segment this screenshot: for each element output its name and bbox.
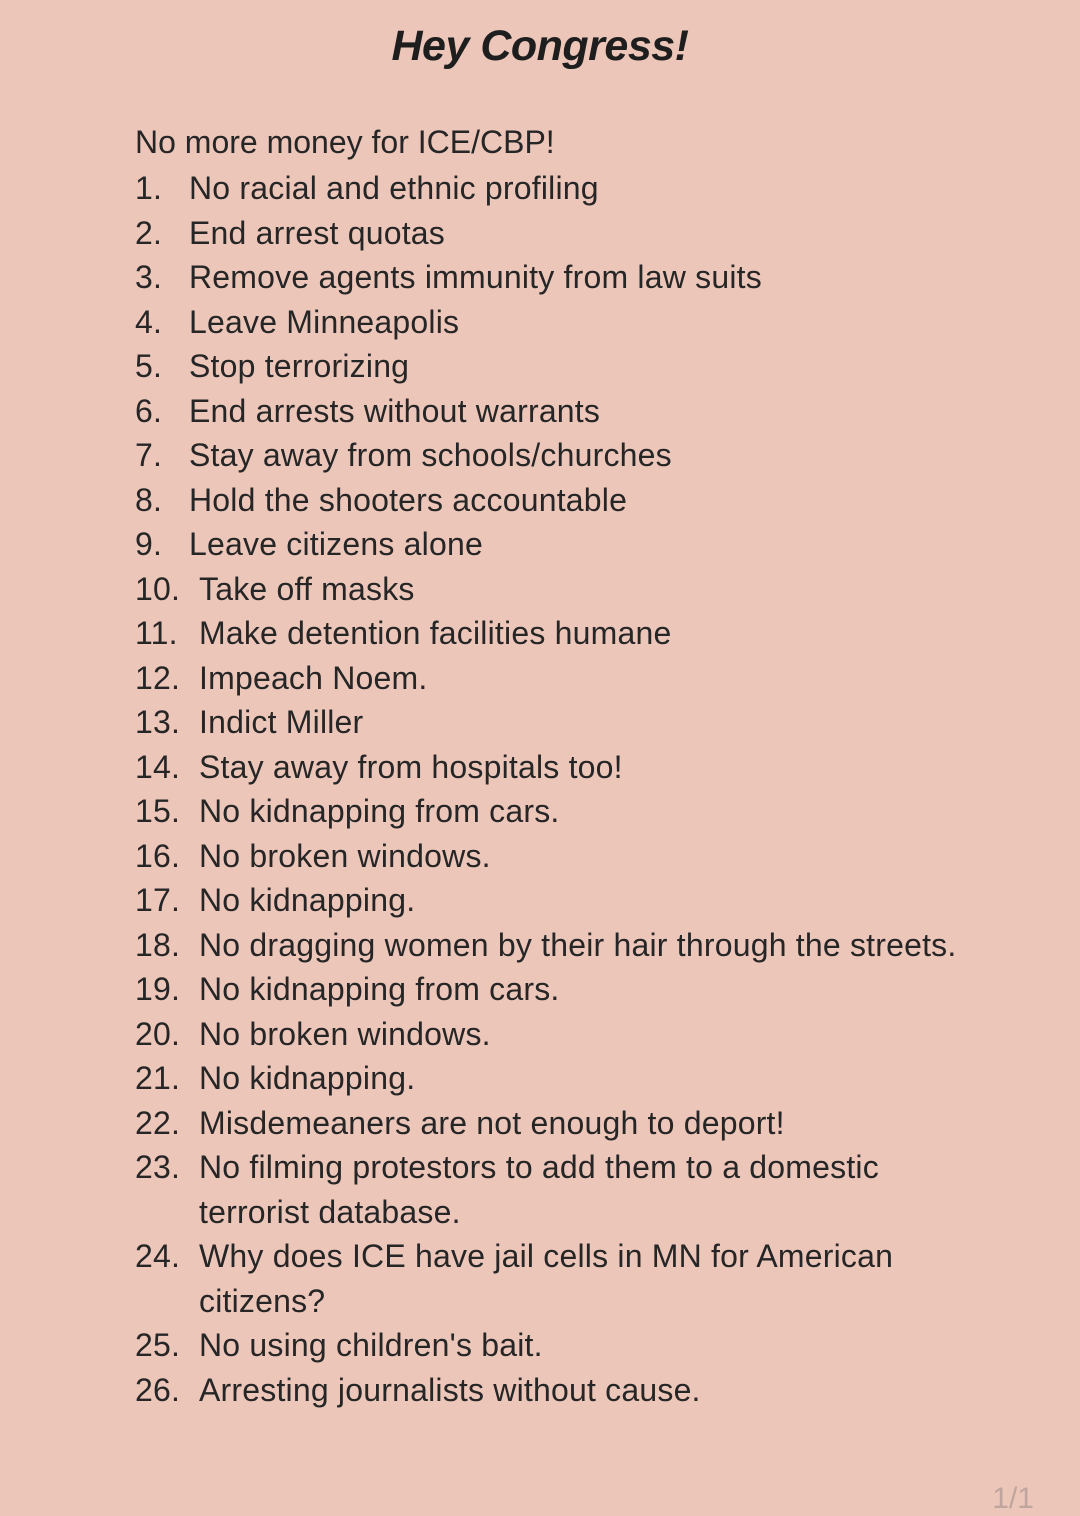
list-item-number: 26. xyxy=(135,1371,181,1408)
list-item-number: 4. xyxy=(135,303,163,340)
list-item-text: Stay away from schools/churches xyxy=(189,437,672,473)
list-item-text: Leave Minneapolis xyxy=(189,303,460,340)
list-item-number: 3. xyxy=(135,259,163,295)
list-item-text: No kidnapping. xyxy=(199,1060,416,1096)
list-item-text: No racial and ethnic profiling xyxy=(189,170,599,206)
list-item xyxy=(135,433,995,478)
list-item xyxy=(135,878,995,923)
list-item xyxy=(135,166,995,211)
list-item xyxy=(135,344,995,389)
demands-list xyxy=(135,166,995,1412)
list-item-number: 7. xyxy=(135,437,163,473)
list-item xyxy=(135,700,995,745)
list-item xyxy=(135,522,995,567)
list-item-number: 19. xyxy=(135,971,181,1007)
list-item-number: 10. xyxy=(135,570,181,607)
list-item-number: 14. xyxy=(135,748,181,785)
list-item-text: No broken windows. xyxy=(199,837,491,874)
list-item-number: 6. xyxy=(135,392,163,429)
list-item-text: Indict Miller xyxy=(199,704,364,740)
list-item xyxy=(135,255,995,300)
list-item-text: No kidnapping from cars. xyxy=(199,793,560,829)
page-title: Hey Congress! xyxy=(391,22,689,70)
list-item-number: 13. xyxy=(135,704,181,740)
list-item xyxy=(135,1101,995,1146)
list-item-number: 20. xyxy=(135,1015,181,1052)
list-item-number: 8. xyxy=(135,481,163,518)
list-item xyxy=(135,745,995,790)
list-item xyxy=(135,789,995,834)
list-item xyxy=(135,611,995,656)
list-item-text: Take off masks xyxy=(199,570,415,607)
page-indicator: 1/1 xyxy=(992,1482,1034,1515)
list-item xyxy=(135,656,995,701)
list-item-text: No kidnapping from cars. xyxy=(199,971,560,1007)
list-item-text: Arresting journalists without cause. xyxy=(199,1371,701,1408)
list-item-number: 22. xyxy=(135,1104,181,1141)
list-item-text: Misdemeaners are not enough to deport! xyxy=(199,1104,785,1141)
list-item xyxy=(135,1012,995,1057)
list-item xyxy=(135,1234,995,1323)
list-item-number: 5. xyxy=(135,348,163,384)
list-item xyxy=(135,1368,995,1413)
list-item-text: Stay away from hospitals too! xyxy=(199,748,623,785)
list-item-number: 17. xyxy=(135,882,181,918)
list-item xyxy=(135,300,995,345)
list-item-text: No broken windows. xyxy=(199,1015,491,1052)
list-item-text: End arrest quotas xyxy=(189,214,445,251)
list-item-text: Hold the shooters accountable xyxy=(189,481,628,518)
list-item-text: No dragging women by their hair through the streets. xyxy=(199,926,957,963)
list-item-text: No filming protestors to add them to a domestic terrorist database. xyxy=(199,1149,879,1230)
list-item-number: 24. xyxy=(135,1238,181,1274)
list-item-number: 18. xyxy=(135,926,181,963)
list-item-text: Why does ICE have jail cells in MN for American citizens? xyxy=(199,1238,894,1319)
list-item-text: Stop terrorizing xyxy=(189,348,410,384)
list-item-number: 9. xyxy=(135,526,163,562)
list-item xyxy=(135,967,995,1012)
list-item xyxy=(135,1056,995,1101)
list-item-text: Make detention facilities humane xyxy=(199,615,672,651)
list-item-number: 23. xyxy=(135,1149,181,1185)
list-item xyxy=(135,211,995,256)
list-item-text: Remove agents immunity from law suits xyxy=(189,259,762,295)
list-item xyxy=(135,389,995,434)
list-item-number: 1. xyxy=(135,170,163,206)
list-item xyxy=(135,567,995,612)
list-item-number: 21. xyxy=(135,1060,181,1096)
list-item xyxy=(135,478,995,523)
list-item xyxy=(135,834,995,879)
list-item-text: Impeach Noem. xyxy=(199,659,428,696)
list-item-number: 25. xyxy=(135,1327,181,1363)
list-item-number: 11. xyxy=(135,615,178,651)
list-item xyxy=(135,1323,995,1368)
list-item-number: 16. xyxy=(135,837,181,874)
list-item-number: 15. xyxy=(135,793,181,829)
list-item-number: 2. xyxy=(135,214,163,251)
list-item-text: Leave citizens alone xyxy=(189,526,483,562)
list-item-text: No using children's bait. xyxy=(199,1327,543,1363)
list-item xyxy=(135,1145,995,1234)
list-heading: No more money for ICE/CBP! xyxy=(135,124,555,160)
list-item-text: No kidnapping. xyxy=(199,882,416,918)
list-item-text: End arrests without warrants xyxy=(189,392,601,429)
list-item-number: 12. xyxy=(135,659,181,696)
list-item xyxy=(135,923,995,968)
